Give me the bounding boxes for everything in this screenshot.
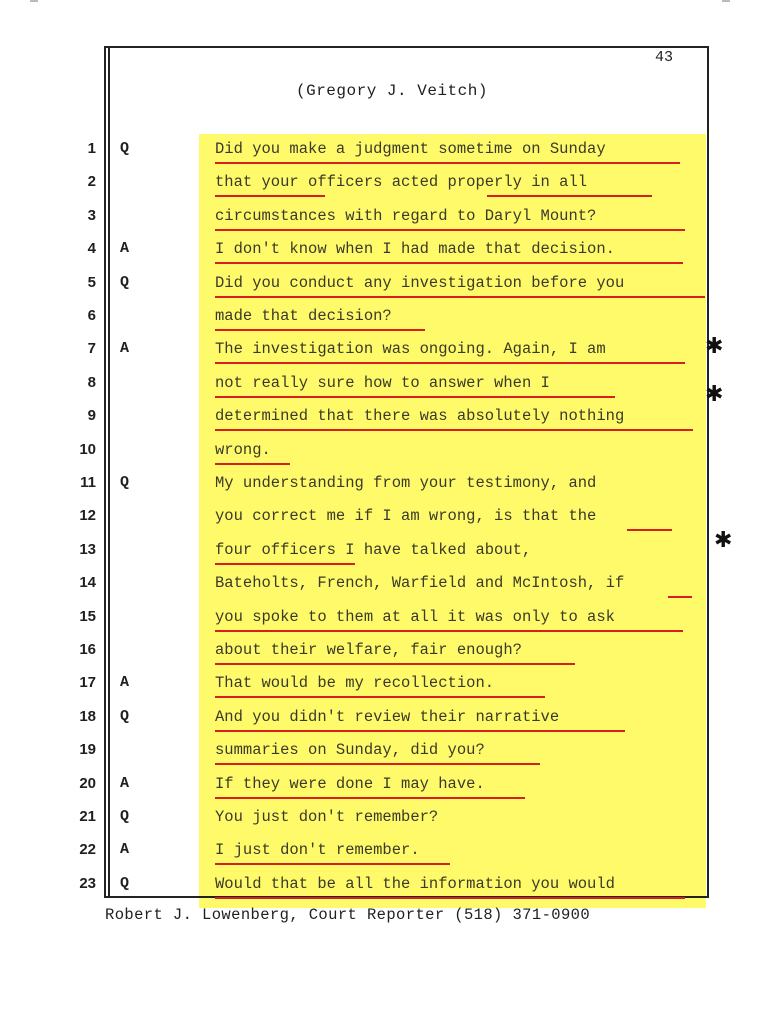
speaker-label: A (120, 340, 130, 358)
transcript-text: Bateholts, French, Warfield and McIntosh, if (215, 574, 625, 593)
red-underline (215, 429, 693, 431)
speaker-label: Q (120, 273, 130, 291)
line-number: 18 (79, 707, 96, 725)
speaker-label: A (120, 841, 130, 859)
transcript-line (0, 334, 782, 367)
line-number: 11 (80, 474, 96, 491)
transcript-text: summaries on Sunday, did you? (215, 741, 485, 760)
line-number: 1 (87, 140, 96, 157)
transcript-text: you correct me if I am wrong, is that the (215, 507, 597, 526)
court-reporter-footer: Robert J. Lowenberg, Court Reporter (518) 371-0900 (105, 906, 591, 924)
transcript-text: circumstances with regard to Daryl Mount? (215, 206, 597, 225)
handwritten-asterisk-mark: ✱ (714, 528, 733, 553)
speaker-label: Q (120, 808, 130, 825)
line-number: 13 (79, 540, 96, 558)
red-underline (487, 195, 652, 197)
speaker-label: Q (120, 707, 130, 725)
transcript-text: I don't know when I had made that decision. (215, 240, 615, 259)
transcript-text: My understanding from your testimony, and (215, 474, 597, 492)
transcript-text: wrong. (215, 440, 271, 459)
red-underline (215, 463, 290, 465)
transcript-text: determined that there was absolutely nothing (215, 407, 625, 426)
red-underline (627, 529, 672, 531)
transcript-text: The investigation was ongoing. Again, I am (215, 340, 606, 359)
red-underline (215, 329, 425, 331)
red-underline (215, 630, 683, 632)
red-underline (215, 730, 625, 732)
transcript-line (0, 268, 782, 301)
line-number: 2 (87, 173, 96, 191)
red-underline (215, 797, 525, 799)
line-number: 19 (79, 741, 96, 759)
transcript-text: made that decision? (215, 307, 392, 325)
transcript-line (0, 602, 782, 635)
line-number: 15 (79, 607, 96, 625)
red-underline (215, 195, 325, 197)
red-underline (215, 563, 355, 565)
transcript-line (0, 668, 782, 701)
red-underline (668, 596, 692, 598)
transcript-line (0, 234, 782, 267)
transcript-line (0, 802, 782, 835)
red-underline (215, 763, 540, 765)
transcript-text: And you didn't review their narrative (215, 707, 560, 726)
line-number: 3 (87, 206, 96, 224)
transcript-line (0, 201, 782, 234)
transcript-line (0, 568, 782, 601)
red-underline (215, 696, 545, 698)
speaker-label: A (120, 240, 130, 258)
transcript-text: Would that be all the information you would (215, 874, 615, 893)
speaker-label: A (120, 674, 130, 692)
line-number: 21 (79, 808, 96, 825)
transcript-line (0, 702, 782, 735)
transcript-text: I just don't remember. (215, 841, 420, 860)
transcript-line (0, 435, 782, 468)
red-underline (215, 663, 575, 665)
red-underline (215, 262, 683, 264)
line-number: 6 (87, 307, 96, 324)
line-number: 20 (79, 774, 96, 792)
transcript-line (0, 167, 782, 200)
line-number: 8 (87, 373, 96, 391)
transcript-text: not really sure how to answer when I (215, 373, 550, 392)
handwritten-asterisk-mark: ✱ (705, 382, 724, 407)
scan-artifact (722, 0, 730, 2)
transcript-line (0, 835, 782, 868)
transcript-line (0, 501, 782, 534)
transcript-line (0, 301, 782, 334)
line-number: 16 (79, 641, 96, 658)
red-underline (215, 229, 685, 231)
red-underline (215, 897, 685, 899)
witness-name: (Gregory J. Veitch) (296, 82, 488, 100)
transcript-text: You just don't remember? (215, 808, 439, 826)
transcript-line (0, 635, 782, 668)
line-number: 7 (87, 340, 96, 358)
transcript-text: four officers I have talked about, (215, 540, 532, 559)
transcript-line (0, 134, 782, 167)
handwritten-asterisk-mark: ✱ (705, 334, 724, 359)
speaker-label: Q (120, 874, 130, 892)
line-number: 9 (87, 407, 96, 425)
transcript-line (0, 735, 782, 768)
transcript-line (0, 401, 782, 434)
transcript-text: that your officers acted properly in all (215, 173, 588, 192)
transcript-line (0, 869, 782, 902)
transcript-text: If they were done I may have. (215, 774, 485, 793)
line-number: 12 (79, 507, 96, 525)
speaker-label: Q (120, 140, 130, 157)
transcript-text: about their welfare, fair enough? (215, 641, 522, 659)
page-number: 43 (655, 49, 674, 66)
red-underline (215, 296, 705, 298)
scan-artifact (30, 0, 38, 2)
line-number: 22 (79, 841, 96, 859)
line-number: 4 (87, 240, 96, 258)
line-number: 23 (79, 874, 96, 892)
line-number: 14 (79, 574, 96, 592)
speaker-label: Q (120, 474, 130, 491)
red-underline (215, 162, 680, 164)
transcript-text: Did you conduct any investigation before you (215, 273, 625, 292)
transcript-text: Did you make a judgment sometime on Sunday (215, 140, 606, 158)
transcript-line (0, 468, 782, 501)
transcript-text: you spoke to them at all it was only to ask (215, 607, 615, 626)
transcript-line (0, 535, 782, 568)
transcript-line (0, 769, 782, 802)
speaker-label: A (120, 774, 130, 792)
transcript-line (0, 368, 782, 401)
red-underline (215, 863, 450, 865)
line-number: 10 (79, 440, 96, 458)
transcript-text: That would be my recollection. (215, 674, 495, 693)
red-underline (215, 396, 615, 398)
line-number: 17 (79, 674, 96, 692)
line-number: 5 (87, 273, 96, 291)
red-underline (215, 362, 685, 364)
